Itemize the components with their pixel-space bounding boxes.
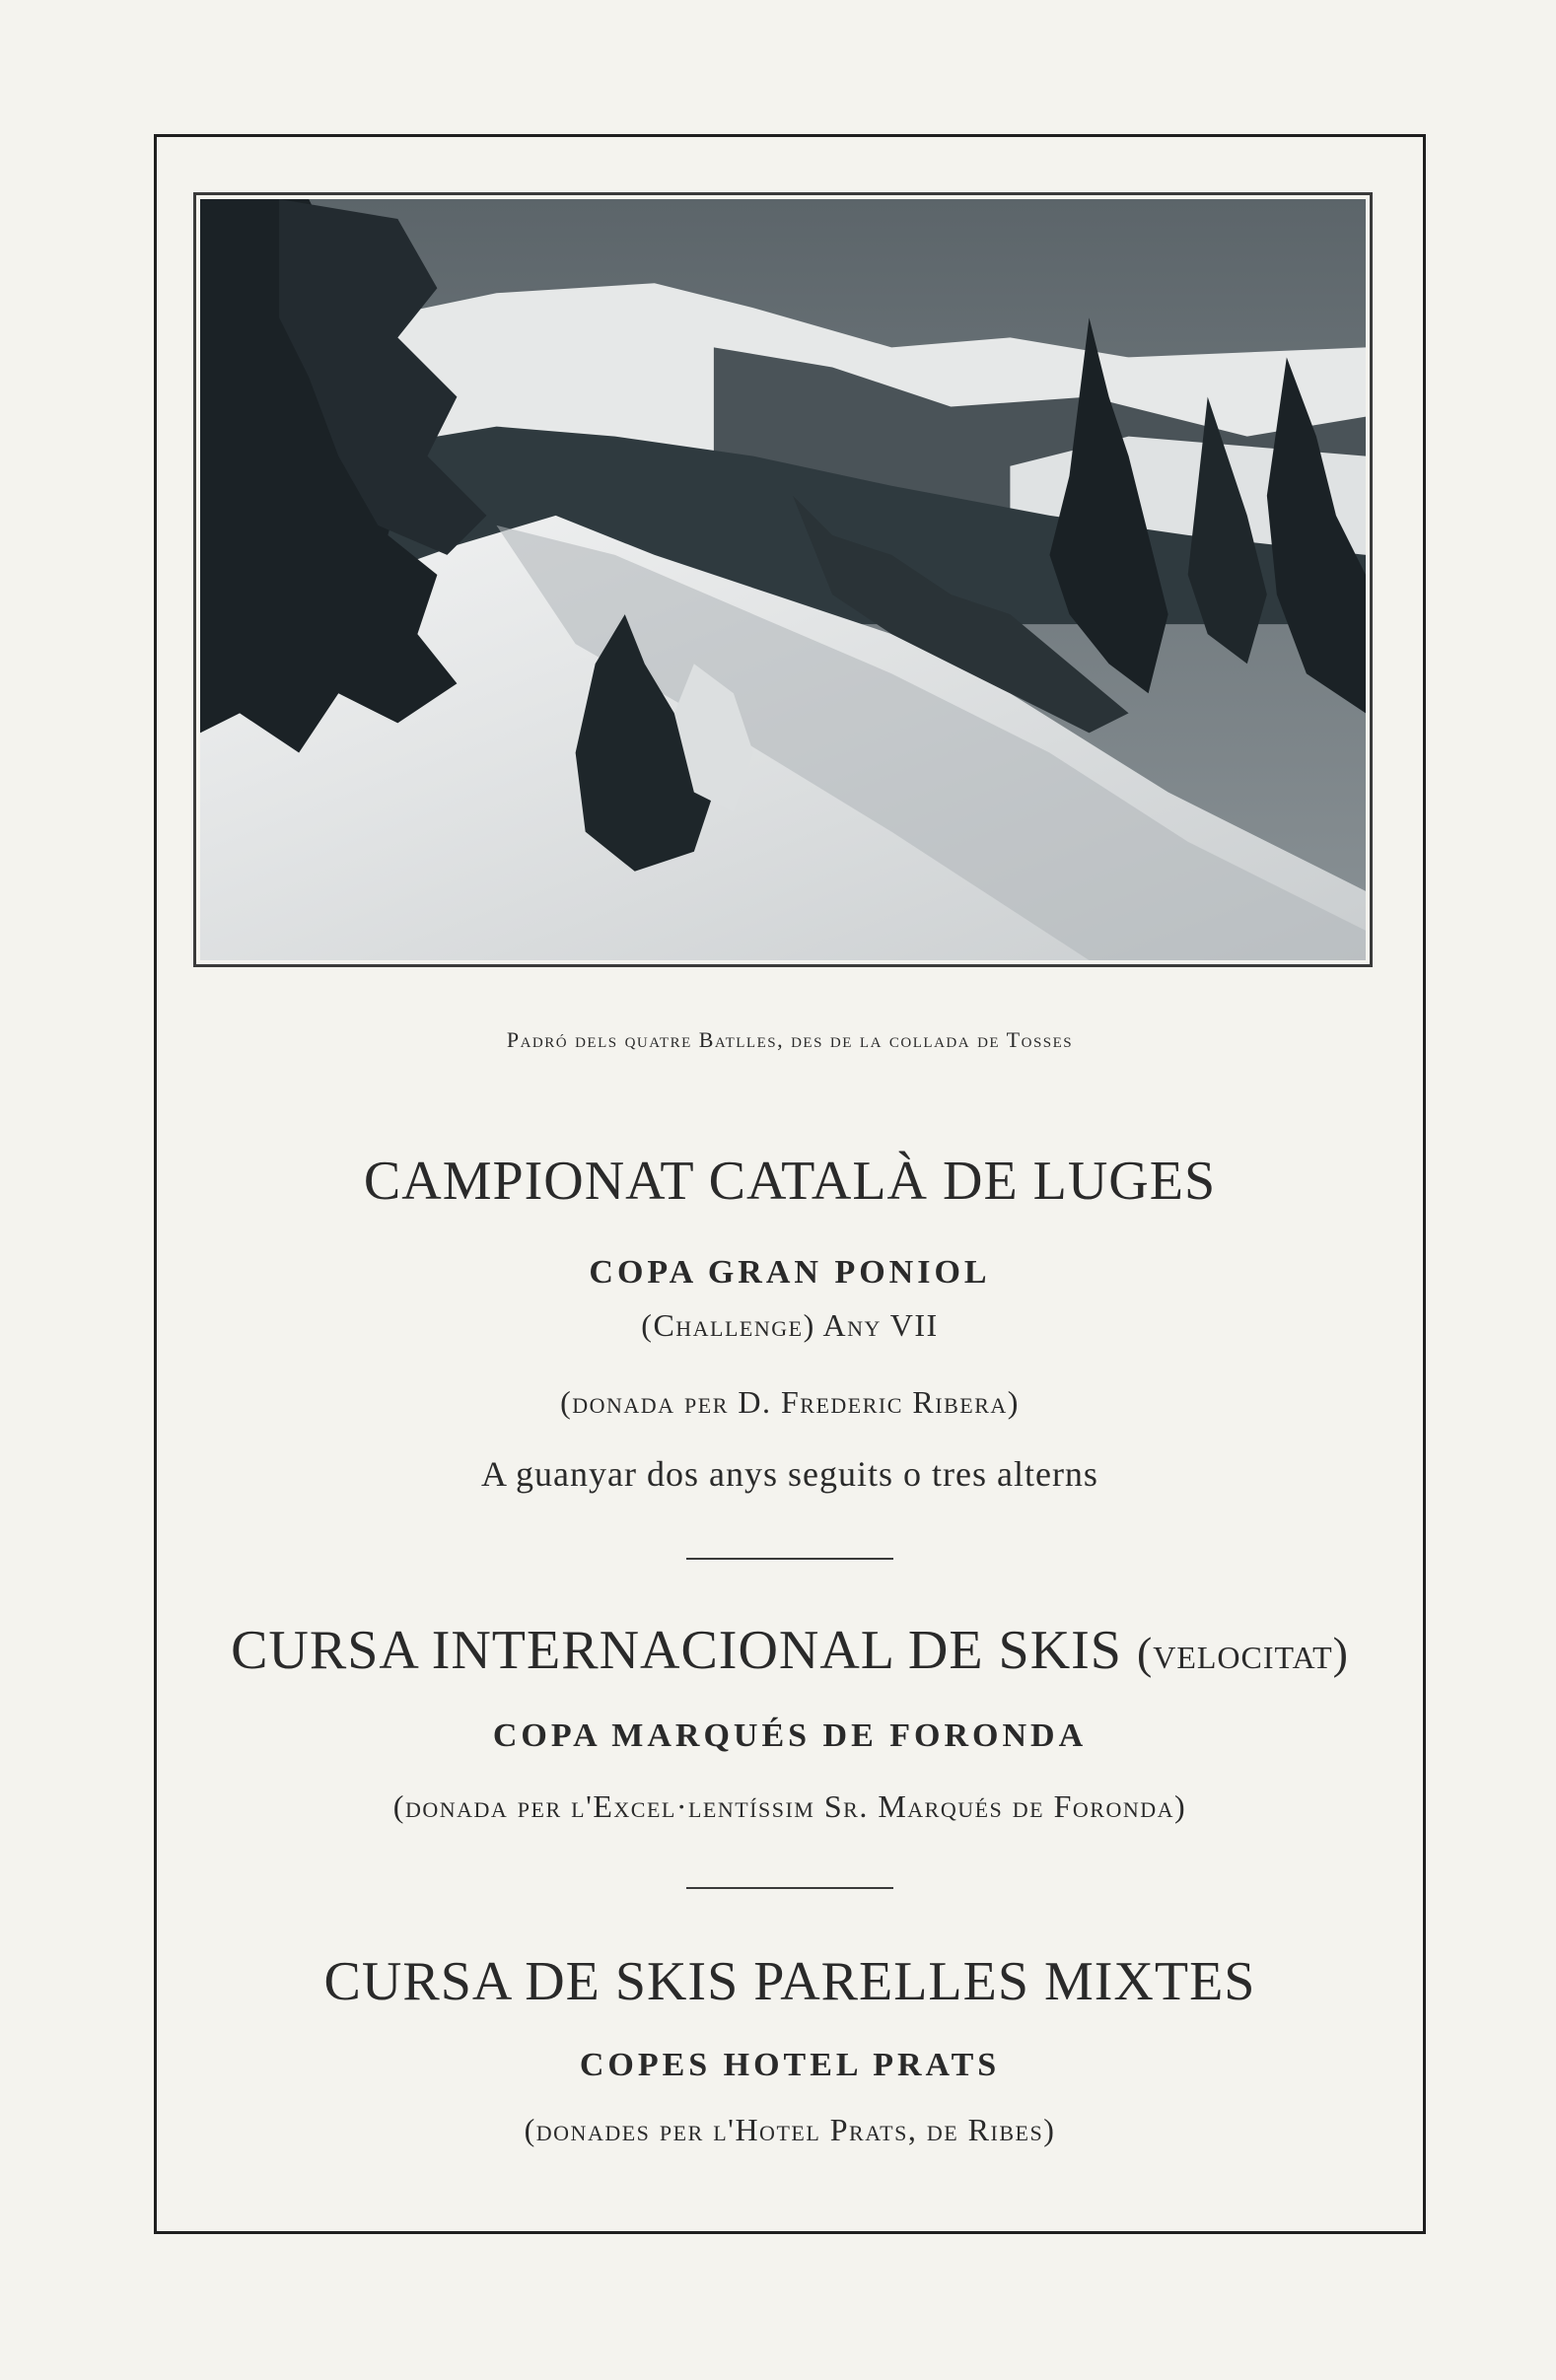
mountain-snow-photo-icon — [200, 199, 1366, 960]
section1-rule: A guanyar dos anys seguits o tres alterns — [481, 1454, 1098, 1494]
section1-donor: (donada per D. Frederic Ribera) — [560, 1384, 1020, 1420]
divider-2 — [686, 1887, 893, 1889]
section1-cup: COPA GRAN PONIOL — [589, 1254, 991, 1291]
section2-cup: COPA MARQUÉS DE FORONDA — [492, 1717, 1088, 1754]
section1-title: CAMPIONAT CATALÀ DE LUGES — [363, 1151, 1217, 1212]
section1-challenge: (Challenge) Any VII — [641, 1307, 939, 1343]
section2-donor: (donada per l'Excel·lentíssim Sr. Marqués de Foronda) — [392, 1788, 1187, 1824]
section3-cup: COPES HOTEL PRATS — [579, 2047, 1001, 2083]
mountain-photo — [193, 192, 1373, 967]
section2-title-suffix: (velocitat) — [1136, 1628, 1349, 1678]
section3-donor: (donades per l'Hotel Prats, de Ribes) — [524, 2112, 1056, 2147]
divider-1 — [686, 1558, 893, 1560]
section3-title: CURSA DE SKIS PARELLES MIXTES — [323, 1951, 1256, 2012]
section2-title — [154, 1619, 1426, 1682]
section2-title-main: CURSA INTERNACIONAL DE SKIS — [231, 1620, 1122, 1681]
photo-caption: Padró dels quatre Batlles, des de la collada de Tosses — [506, 1027, 1074, 1052]
